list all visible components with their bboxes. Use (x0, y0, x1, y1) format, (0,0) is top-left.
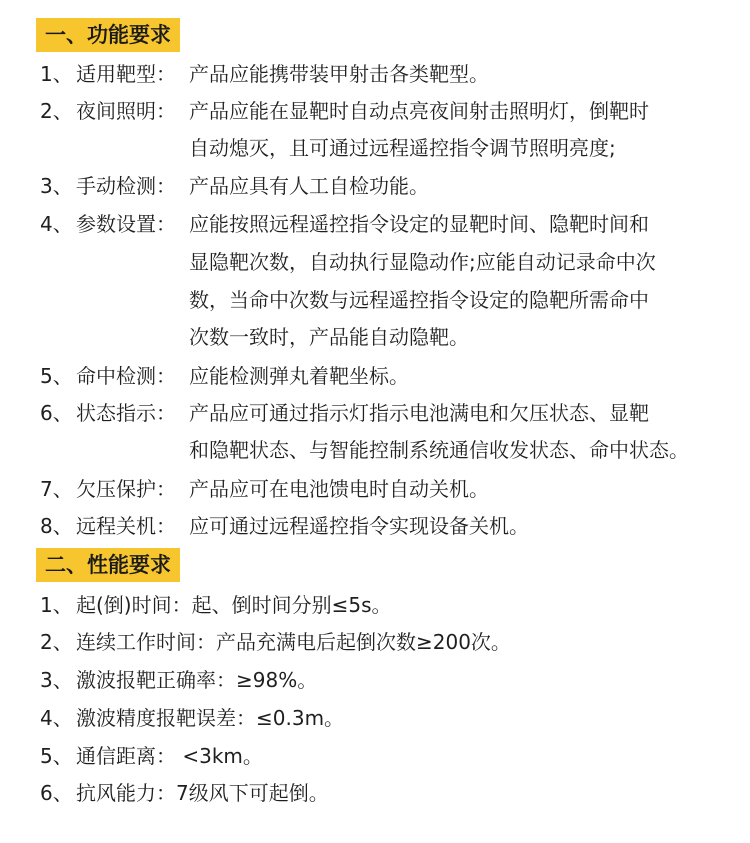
item-text-line: 应可通过远程遥控指令实现设备关机。 (189, 514, 529, 538)
item-label: 夜间照明： (76, 99, 176, 123)
item-number: 6、 (40, 781, 73, 805)
item-number: 1、 (40, 593, 73, 617)
item-label: 参数设置： (76, 212, 176, 236)
item-label: 手动检测： (76, 174, 176, 198)
item-number: 3、 (40, 668, 73, 692)
item-number: 5、 (40, 364, 73, 388)
item-number: 5、 (40, 744, 73, 768)
item-text-line: 显隐靶次数，自动执行显隐动作;应能自动记录命中次 (189, 250, 656, 274)
item-label: 欠压保护： (76, 477, 176, 501)
item-text: 起(倒)时间：起、倒时间分别≤5s。 (76, 593, 392, 617)
item-text: 激波精度报靶误差：≤0.3m。 (76, 706, 345, 730)
item-text: 通信距离： <3km。 (76, 744, 263, 768)
item-label: 适用靶型： (76, 62, 176, 86)
item-label: 远程关机： (76, 514, 176, 538)
item-number: 6、 (40, 401, 73, 425)
item-number: 2、 (40, 99, 73, 123)
section-header-performance: 二、性能要求 (36, 548, 180, 582)
item-text-line: 自动熄灭，且可通过远程遥控指令调节照明亮度; (189, 136, 616, 160)
item-number: 3、 (40, 174, 73, 198)
item-number: 8、 (40, 514, 73, 538)
item-text-line: 次数一致时，产品能自动隐靶。 (189, 325, 469, 349)
item-number: 7、 (40, 477, 73, 501)
item-label: 状态指示： (76, 401, 176, 425)
item-text-line: 产品应具有人工自检功能。 (189, 174, 429, 198)
section-header-functional: 一、功能要求 (36, 18, 180, 52)
item-text-line: 和隐靶状态、与智能控制系统通信收发状态、命中状态。 (189, 438, 689, 462)
item-text-line: 应能按照远程遥控指令设定的显靶时间、隐靶时间和 (189, 212, 649, 236)
item-number: 1、 (40, 62, 73, 86)
item-text: 抗风能力：7级风下可起倒。 (76, 781, 329, 805)
item-text-line: 产品应能在显靶时自动点亮夜间射击照明灯，倒靶时 (189, 99, 649, 123)
item-text-line: 产品应可在电池馈电时自动关机。 (189, 477, 489, 501)
item-text: 连续工作时间：产品充满电后起倒次数≥200次。 (76, 630, 511, 654)
item-text: 激波报靶正确率：≥98%。 (76, 668, 318, 692)
item-number: 2、 (40, 630, 73, 654)
item-number: 4、 (40, 706, 73, 730)
item-text-line: 产品应可通过指示灯指示电池满电和欠压状态、显靶 (189, 401, 649, 425)
item-text-line: 应能检测弹丸着靶坐标。 (189, 364, 409, 388)
item-label: 命中检测： (76, 364, 176, 388)
item-text-line: 产品应能携带装甲射击各类靶型。 (189, 62, 489, 86)
item-text-line: 数，当命中次数与远程遥控指令设定的隐靶所需命中 (189, 288, 649, 312)
item-number: 4、 (40, 212, 73, 236)
